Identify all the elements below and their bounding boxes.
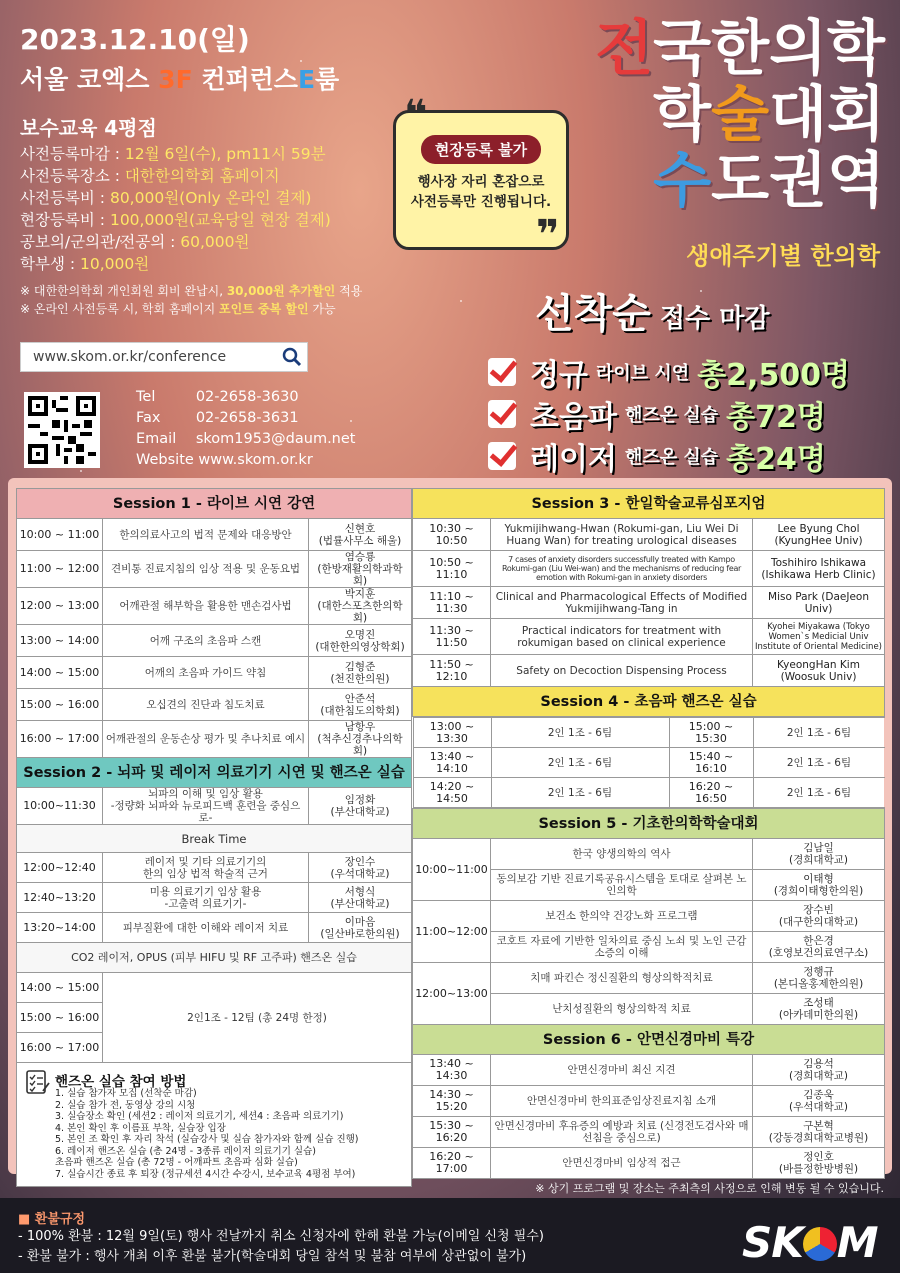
table-cell: 어깨 구조의 초음파 스캔 [103, 625, 309, 657]
onsite-unavailable-badge: 현장등록 불가 [421, 135, 541, 164]
table-cell: 13:20~14:00 [17, 913, 103, 943]
qr-code[interactable] [24, 392, 100, 468]
table-row [17, 689, 412, 721]
table-cell: 13:00 ~ 14:00 [17, 625, 103, 657]
table-cell: 조성태 (아카데미한의원) [753, 994, 885, 1025]
table-row [17, 913, 412, 943]
refund-policy: ■ 환불규정 - 100% 환불 : 12월 9일(토) 행사 전날까지 취소 신청자에 한해 환불 가능(이메일 신청 필수) - 환불 불가 : 행사 개최 이후 환불 불가(학술대회 당일 참석 및 불참 여부에 상관없이 불가) [18, 1212, 544, 1264]
table-cell: 신현호 (법률사무소 해울) [309, 519, 412, 551]
table-cell: 15:00 ~ 15:30 [669, 718, 753, 748]
table-cell: 14:20 ~ 14:50 [413, 778, 491, 808]
url-box[interactable] [20, 342, 308, 372]
subtitle: 생애주기별 한의학 [686, 242, 880, 270]
checkbox-icon [488, 442, 516, 470]
table-cell: 16:20 ~ 17:00 [413, 1148, 491, 1179]
reg-place: 사전등록장소 : 대한한의학회 홈페이지 [20, 167, 280, 185]
table-cell: 7 cases of anxiety disorders successfully treated with Kampo Rokumi-gan (Liu Wei-wan) and the mechanisms of reducing fear emotion with Rokumi-gan in anxiety disorders [491, 551, 753, 587]
resident-fee: 공보의/군의관/전공의 : 60,000원 [20, 233, 250, 251]
session1-title: Session 1 - 라이브 시연 강연 [17, 489, 412, 519]
table-cell: 장수빈 (대구한의대학교) [753, 901, 885, 932]
table-cell: 김형준 (천진한의원) [309, 657, 412, 689]
table-cell: 치매 파킨슨 정신질환의 형상의학적치료 [491, 963, 753, 994]
table-cell: 15:30 ~ 16:20 [413, 1117, 491, 1148]
table-cell: 이마음 (일산바로한의원) [309, 913, 412, 943]
session5-title: Session 5 - 기초한의학학술대회 [413, 809, 885, 839]
table-cell: 한의의료사고의 법적 문제와 대응방안 [103, 519, 309, 551]
table-cell: 오십견의 진단과 침도치료 [103, 689, 309, 721]
table-cell: 14:00 ~ 15:00 [17, 973, 103, 1003]
checkbox-icon [488, 358, 516, 386]
onsite-fee: 현장등록비 : 100,000원(교육당일 현장 결제) [20, 211, 331, 229]
checklist-icon [25, 1069, 51, 1095]
table-cell: 안면신경마비 최신 지견 [491, 1055, 753, 1086]
logo-circle-icon [803, 1227, 837, 1261]
table-cell: 14:30 ~ 15:20 [413, 1086, 491, 1117]
table-row [17, 588, 412, 625]
co2-handson: CO2 레이저, OPUS (피부 HIFU 및 RF 고주파) 핸즈온 실습 [17, 943, 412, 973]
table-cell: 13:40 ~ 14:30 [413, 1055, 491, 1086]
table-cell: 보건소 한의약 건강노화 프로그램 [491, 901, 753, 932]
table-row [413, 778, 885, 808]
table-row [17, 519, 412, 551]
email[interactable]: skom1953@daum.net [195, 431, 356, 447]
quota-ultrasound: 초음파 핸즈온 실습 총72명 [488, 394, 826, 434]
table-row [413, 1055, 885, 1086]
table-cell: 안면신경마비 후유증의 예방과 치료 (신경전도검사와 매선침을 중심으로) [491, 1117, 753, 1148]
reg-deadline: 사전등록마감 : 12월 6일(수), pm11시 59분 [20, 145, 326, 163]
table-cell: 어깨관절의 운동손상 평가 및 추나치료 예시 [103, 721, 309, 758]
table-cell: Toshihiro Ishikawa (Ishikawa Herb Clinic) [753, 551, 885, 587]
table-cell: 한국 양생의학의 역사 [491, 839, 753, 870]
table-cell: 견비통 진료지침의 임상 적용 및 운동요법 [103, 551, 309, 588]
table-cell: 10:30 ~ 10:50 [413, 519, 491, 551]
search-icon[interactable] [277, 343, 307, 371]
table-row [413, 718, 885, 748]
table-cell: 11:30 ~ 11:50 [413, 619, 491, 655]
table-cell: 10:00 ~ 11:00 [17, 519, 103, 551]
table-cell: 동의보감 기반 진료기록공유시스템을 토대로 살펴본 노인의학 [491, 870, 753, 901]
table-cell: 남항우 (척추신경추나의학회) [309, 721, 412, 758]
table-cell: 정행규 (본디올홍제한의원) [753, 963, 885, 994]
table-cell: 어깨의 초음파 가이드 약침 [103, 657, 309, 689]
session6-title: Session 6 - 안면신경마비 특강 [413, 1025, 885, 1055]
table-cell: 코호트 자료에 기반한 일차의료 중심 노쇠 및 노인 근감소증의 이해 [491, 932, 753, 963]
table-cell: 2인 1조 - 6팀 [491, 718, 669, 748]
table-cell: Kyohei Miyakawa (Tokyo Women`s Medicial Univ Institute of Oriental Medicine) [753, 619, 885, 655]
table-cell: 염승룡 (한방재활의학과학회) [309, 551, 412, 588]
quota-laser: 레이저 핸즈온 실습 총24명 [488, 436, 826, 476]
first-come-notice: 선착순 접수 마감 [535, 291, 770, 337]
tel[interactable]: 02-2658-3630 [195, 389, 299, 405]
table-row [17, 625, 412, 657]
table-cell: 12:00~13:00 [413, 963, 491, 1025]
session3-title: Session 3 - 한일학술교류심포지엄 [413, 489, 885, 519]
table-cell: 15:00 ~ 16:00 [17, 1003, 103, 1033]
table-cell: 김종욱 (우석대학교) [753, 1086, 885, 1117]
table-row [413, 551, 885, 587]
table-cell: 안준석 (대한침도의학회) [309, 689, 412, 721]
table-row [413, 519, 885, 551]
fax: 02-2658-3631 [195, 410, 299, 426]
handson-howto: 핸즈온 실습 참여 방법 1. 실습 참가자 모집 (선착순 마감) 2. 실습 참가 전, 동영상 강의 시청 3. 실습장소 확인 (세션2 : 레이저 의료기기, 세션4 : 초음파 의료기기) 4. 본인 확인 후 이름표 부착, 실습장 입장 5. 본인 조 확인 후 자리 착석 (실습강사 및 실습 참가자와 함께 실습 진행) 6. 레이저 핸즈온 실습 (총 24명 - 3종류 레이저 의료기기 실습) 초음파 핸즈온 실습 (총 72명 - 어깨파트 초음파 심화 실습) 7. 실습시간 종료 후 퇴장 (정규세션 4시간 수강시, 보수교육 4평점 부여) [17, 1063, 412, 1187]
table-row [17, 551, 412, 588]
table-cell: 난치성질환의 형상의학적 치료 [491, 994, 753, 1025]
table-cell: 16:20 ~ 16:50 [669, 778, 753, 808]
table-cell: 김남일 (경희대학교) [753, 839, 885, 870]
table-cell: 10:00~11:30 [17, 788, 103, 825]
table-cell: 11:10 ~ 11:30 [413, 587, 491, 619]
table-cell: 2인 1조 - 6팀 [753, 748, 885, 778]
schedule-panel [8, 478, 892, 1180]
table-cell: 15:40 ~ 16:10 [669, 748, 753, 778]
checkbox-icon [488, 400, 516, 428]
schedule-left [16, 488, 411, 1187]
table-cell: 15:00 ~ 16:00 [17, 689, 103, 721]
table-cell: Practical indicators for treatment with rokumigan based on clinical experience [491, 619, 753, 655]
url-text[interactable]: www.skom.or.kr/conference [33, 349, 227, 365]
table-cell: 12:40~13:20 [17, 883, 103, 913]
notice-bubble: 현장등록 불가 행사장 자리 혼잡으로 사전등록만 진행됩니다. [393, 110, 569, 250]
reg-fee: 사전등록비 : 80,000원(Only 온라인 결제) [20, 189, 312, 207]
table-row [413, 619, 885, 655]
event-venue: 서울 코엑스 3F 컨퍼런스E룸 [20, 65, 340, 94]
table-cell: 피부질환에 대한 이해와 레이저 치료 [103, 913, 309, 943]
table-cell: 오명진 (대한한의영상학회) [309, 625, 412, 657]
quote-close-icon: ❞ [536, 212, 560, 258]
table-cell: 12:00 ~ 13:00 [17, 588, 103, 625]
table-row [413, 963, 885, 994]
table-cell: 박지훈 (대한스포츠한의학회) [309, 588, 412, 625]
table-row [17, 973, 412, 1003]
website[interactable]: www.skom.or.kr [198, 452, 313, 468]
skom-logo: SK M [742, 1218, 878, 1267]
table-cell: 안면신경마비 한의표준임상진료지침 소개 [491, 1086, 753, 1117]
education-credit: 보수교육 4평점 [20, 116, 157, 140]
table-cell: 16:00 ~ 17:00 [17, 721, 103, 758]
event-date: 2023.12.10(일) [20, 23, 250, 56]
table-cell: 2인 1조 - 6팀 [491, 778, 669, 808]
table-row [17, 883, 412, 913]
table-cell: 뇌파의 이해 및 임상 활용 -정량화 뇌파와 뉴로피드백 훈련을 중심으로- [103, 788, 309, 825]
student-fee: 학부생 : 10,000원 [20, 255, 150, 273]
quote-open-icon: ❝ [404, 92, 428, 138]
table-row [413, 655, 885, 687]
table-cell: 16:00 ~ 17:00 [17, 1033, 103, 1063]
table-cell: 11:00~12:00 [413, 901, 491, 963]
table-cell [413, 717, 885, 809]
table-row [17, 721, 412, 758]
table-cell: 레이저 및 기타 의료기기의 한의 임상 법적 학술적 근거 [103, 853, 309, 883]
table-cell: 13:00 ~ 13:30 [413, 718, 491, 748]
table-cell: Lee Byung Chol (KyungHee Univ) [753, 519, 885, 551]
table-cell: 구본혁 (강동경희대학교병원) [753, 1117, 885, 1148]
table-cell: 2인 1조 - 6팀 [753, 718, 885, 748]
table-cell: 10:00~11:00 [413, 839, 491, 901]
table-cell: Clinical and Pharmacological Effects of Modified Yukmijihwang-Tang in [491, 587, 753, 619]
table-row [413, 901, 885, 932]
table-cell: 한은경 (호영보건의료연구소) [753, 932, 885, 963]
discount-note: ※ 대한한의학회 개인회원 회비 완납시, 30,000원 추가할인 적용 [20, 284, 363, 298]
handson-teams: 2인1조 - 12팀 (총 24명 한정) [103, 973, 412, 1063]
contact-info: Tel 02-2658-3630 Fax 02-2658-3631 Email skom1953@daum.net Website www.skom.or.kr [136, 389, 356, 468]
table-row [413, 748, 885, 778]
table-row [413, 1148, 885, 1179]
point-note: ※ 온라인 사전등록 시, 학회 홈페이지 포인트 중복 할인 가능 [20, 302, 336, 316]
change-notice: ※ 상기 프로그램 및 장소는 주최측의 사정으로 인해 변동 될 수 있습니다. [535, 1182, 884, 1195]
session2-title: Session 2 - 뇌파 및 레이저 의료기기 시연 및 핸즈온 실습 [17, 758, 412, 788]
table-cell: 미용 의료기기 임상 활용 -고출력 의료기기- [103, 883, 309, 913]
table-cell: 장인수 (우석대학교) [309, 853, 412, 883]
table-cell: 12:00~12:40 [17, 853, 103, 883]
table-row [413, 839, 885, 870]
table-cell: 10:50 ~ 11:10 [413, 551, 491, 587]
table-cell: 안면신경마비 임상적 접근 [491, 1148, 753, 1179]
table-cell: Yukmijihwang-Hwan (Rokumi-gan, Liu Wei Di Huang Wan) for treating urological diseases [491, 519, 753, 551]
table-cell: 2인 1조 - 6팀 [753, 778, 885, 808]
table-cell: 11:50 ~ 12:10 [413, 655, 491, 687]
session4-title: Session 4 - 초음파 핸즈온 실습 [413, 687, 885, 717]
table-cell: 임정화 (부산대학교) [309, 788, 412, 825]
table-cell: Miso Park (DaeJeon Univ) [753, 587, 885, 619]
schedule-right [412, 488, 884, 1179]
table-row [17, 788, 412, 825]
table-cell: 13:40 ~ 14:10 [413, 748, 491, 778]
table-cell: 14:00 ~ 15:00 [17, 657, 103, 689]
table-cell: 김용석 (경희대학교) [753, 1055, 885, 1086]
table-cell: KyeongHan Kim (Woosuk Univ) [753, 655, 885, 687]
table-row [17, 657, 412, 689]
table-row [413, 1117, 885, 1148]
table-cell: 이태형 (경희이태형한의원) [753, 870, 885, 901]
table-row [17, 853, 412, 883]
main-title: 전국한의학 학술대회 수도권역 [595, 14, 885, 216]
table-cell: 11:00 ~ 12:00 [17, 551, 103, 588]
table-cell: Safety on Decoction Dispensing Process [491, 655, 753, 687]
table-cell: 정인호 (바를정한방병원) [753, 1148, 885, 1179]
table-cell: 서형식 (부산대학교) [309, 883, 412, 913]
break-time: Break Time [17, 825, 412, 853]
table-cell: 어깨관절 해부학을 활용한 맨손검사법 [103, 588, 309, 625]
table-row [413, 1086, 885, 1117]
quota-regular: 정규 라이브 시연 총2,500명 [488, 352, 850, 392]
table-row [413, 587, 885, 619]
table-cell: 2인 1조 - 6팀 [491, 748, 669, 778]
